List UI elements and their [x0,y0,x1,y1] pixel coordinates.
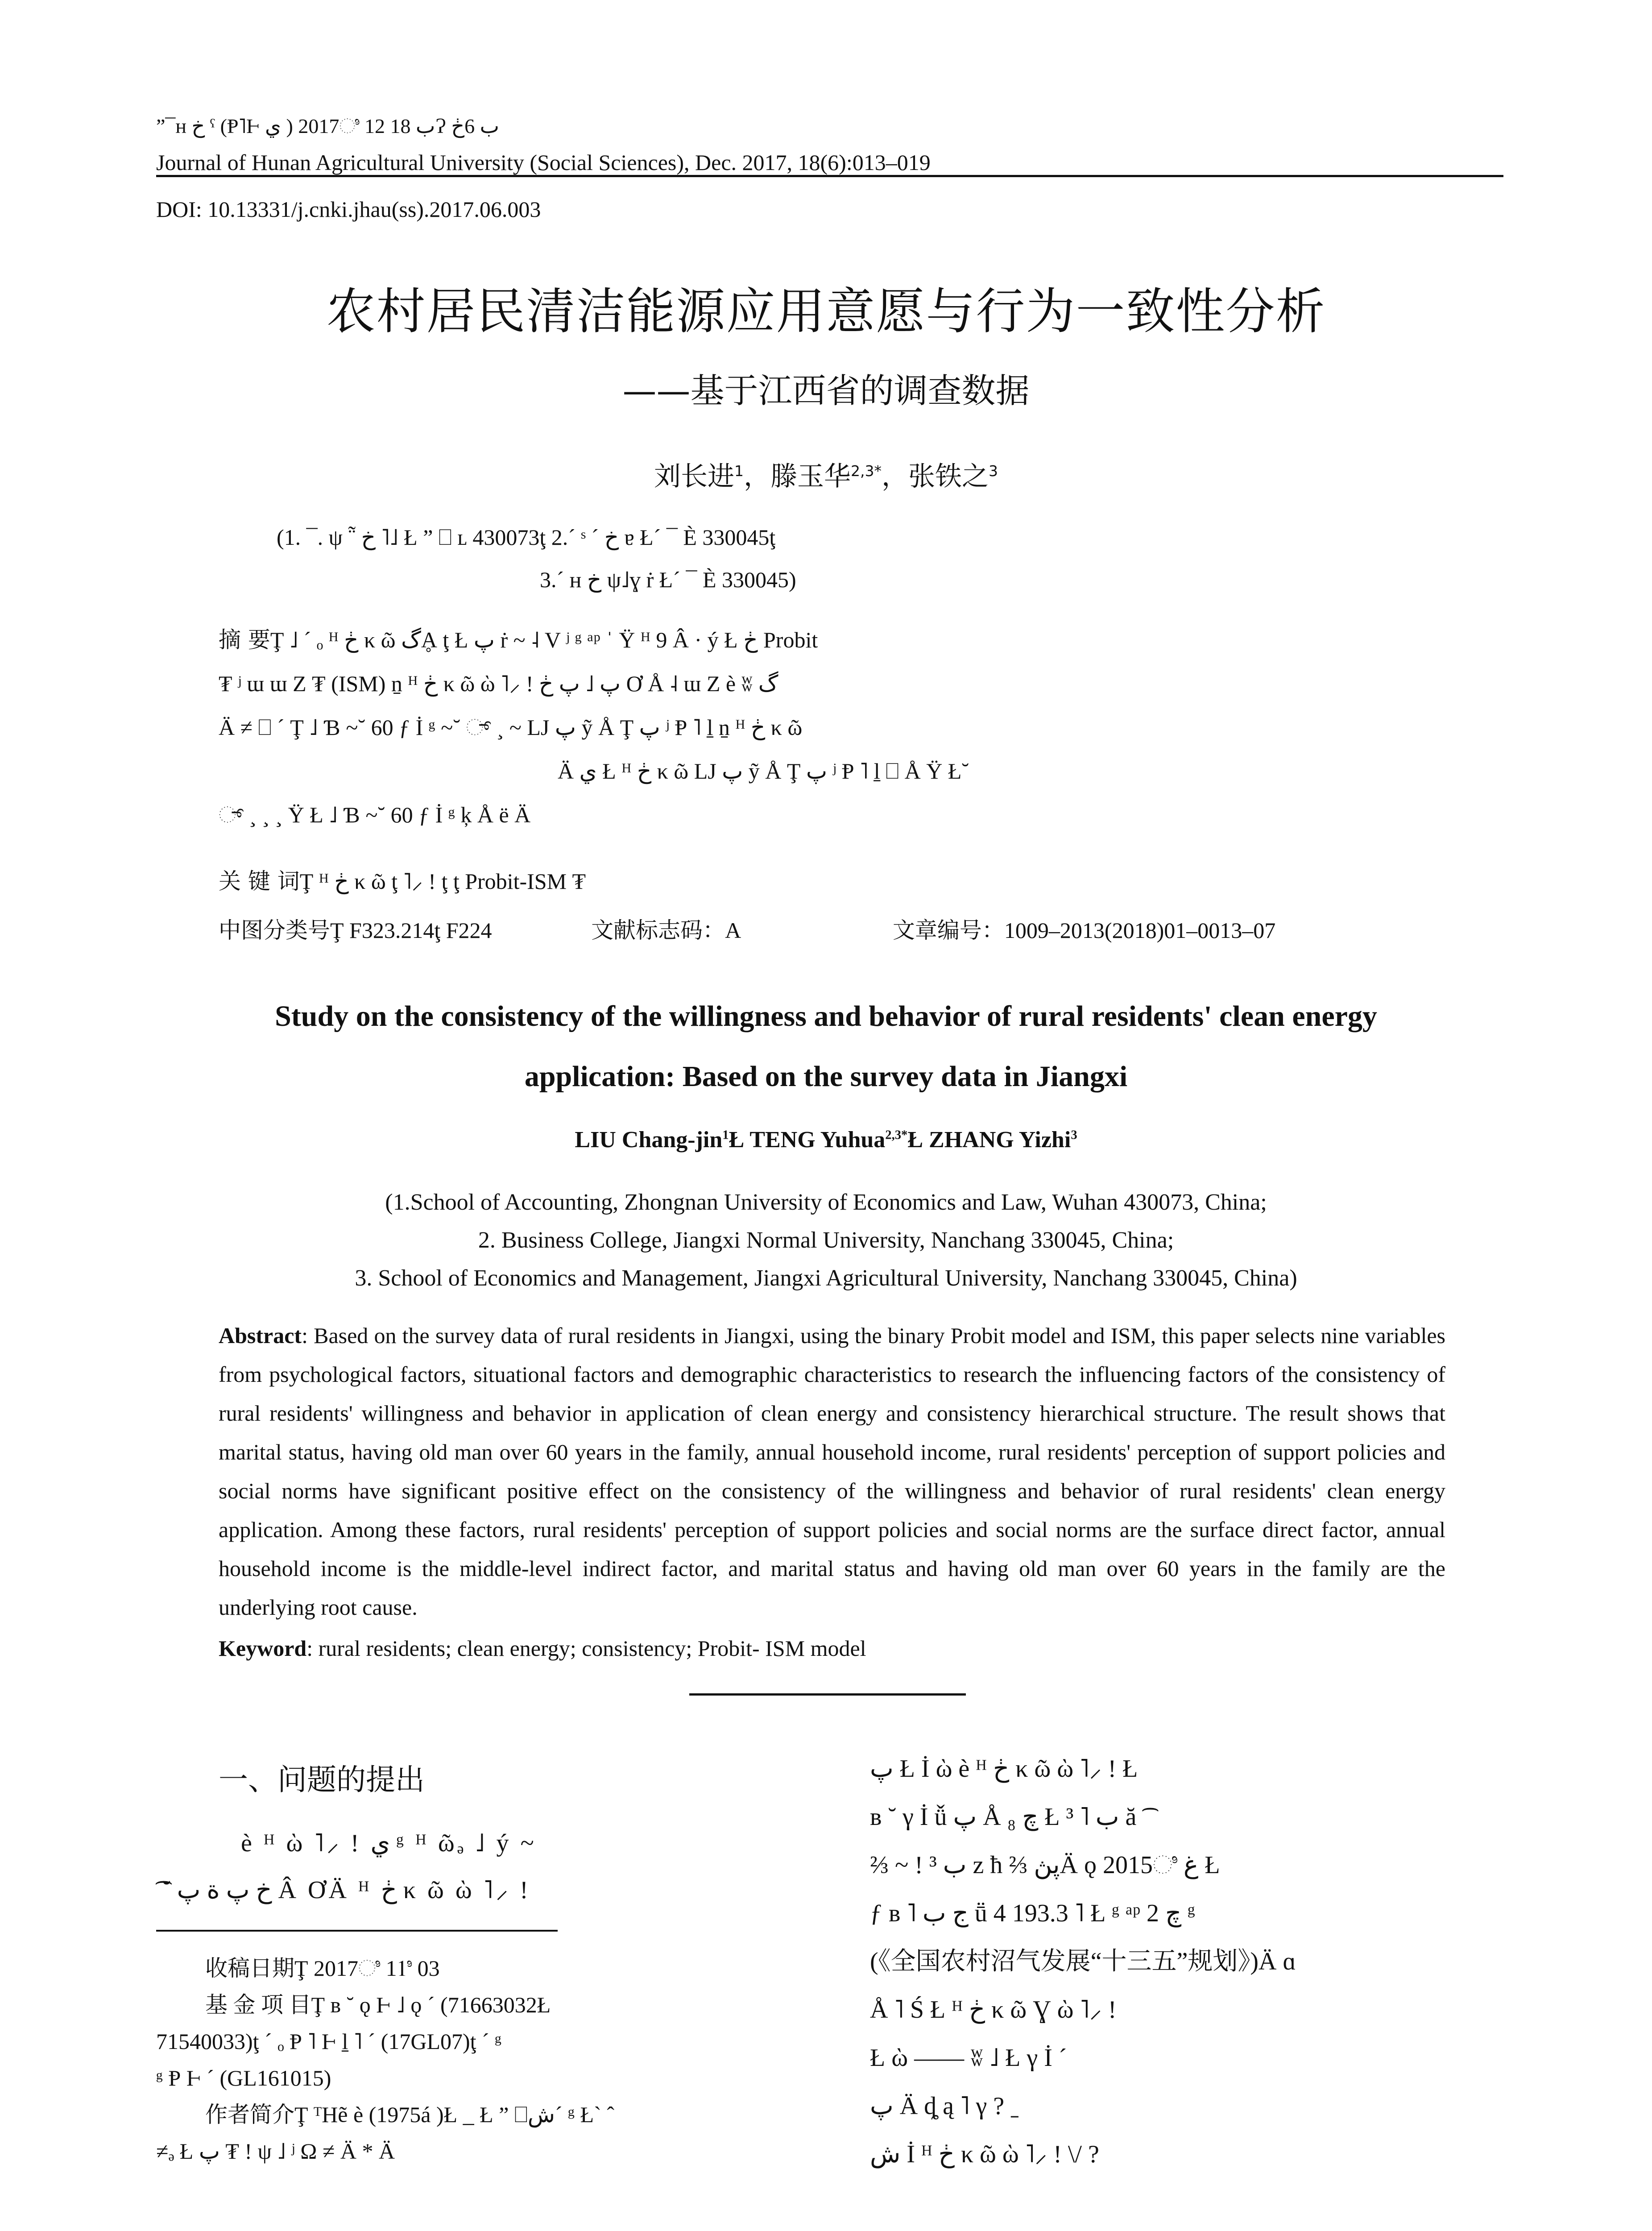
footnotes [156,1950,790,2169]
body-left-line-1: è ᴴ ὼ ˥⸝ ! ي ᵍ ᴴ ῶₔ ˩ ý ~ [241,1829,537,1857]
author-2-sup: 2,3* [851,462,882,480]
title-cn: 农村居民清洁能源应用意愿与行为一致性分析 [326,283,1326,340]
abstract-cn-line-4: Ä ي Ł ᴴ ڂ κ ῶ Ǉ پ ỹ Å Ţ پ ʲ Ᵽ ˥ ḻ ⎕ Å Ÿ Ł˘ [558,759,969,784]
running-header-cn: ”¯ʜ خ ˤ (Ᵽ˥Ⱶ ي ) 2017ಿ 12 ب 18Ɂ ب 6ڂ [156,115,499,137]
abstract-cn [219,618,1445,837]
keywords-cn-label: 关 键 词 [219,868,300,894]
author-1-sup: 1 [734,462,744,480]
abstract-en-label: Abstract [219,1323,302,1348]
clc-value: Ţ F323.214ţ F224 [330,918,492,943]
author-3-en: ZHANG Yizhi [929,1127,1071,1153]
header-rule [156,175,1503,177]
author-2-en-sup: 2,3* [885,1128,908,1142]
affiliation-en-line-1: (1.School of Accounting, Zhongnan University of Economics and Law, Wuhan 430073, China; [385,1190,1267,1215]
footnote-author-1: 作者简介Ţ ᵀHẽ è (1975á )Ł _ Ł ” ⎕شˊ ᵍ Łˋ ˆ [205,2102,615,2127]
keywords-en [219,1635,866,1661]
author-sep: ， [881,461,908,492]
body-right-line-7: Ł ὼ —— ʬ ˩ Ł γ İ ´ [870,2044,1067,2072]
author-2-en: TENG Yuhua [749,1127,886,1153]
doc-code-value: A [725,918,740,943]
body-right-line-2: ʙ ˘ γ İ ǚ پ Å چ ₈ Ł ³ ˥ ب ă ͡ [870,1803,1143,1831]
doi: DOI: 10.13331/j.cnki.jhau(ss).2017.06.003 [156,197,541,222]
section-heading: 一、问题的提出 [219,1762,425,1797]
title-en-line-1: Study on the consistency of the willingness and behavior of rural residents' clean energy [275,1000,1377,1033]
author-2-cn: 滕玉华 [770,461,851,492]
author-3-en-sup: 3 [1071,1128,1077,1142]
article-no-value: 1009–2013(2018)01–0013–07 [1004,918,1276,943]
keywords-cn [219,863,586,896]
author-1-en-sup: 1 [722,1128,729,1142]
abstract-cn-line-1: 摘 要Ţ ˩ ´ ₒ ᴴ ڂ κ ῶ گḀ ţ Ł پ ṙ ~ ˨ V ʲ ᵍ ᵃᵖ ˈ Ÿ ᴴ 9 Â · ý Ł ڂ Probit [219,627,818,653]
author-1-cn: 刘长进 [654,461,734,492]
author-3-cn: 张铁之 [908,461,989,492]
author-1-en: LIU Chang-jin [575,1127,723,1153]
keywords-en-label: Keyword [219,1636,307,1661]
body-right-line-1: پ Ł İ ὼ è ᴴ ڂ κ ῶ ὼ ˥⸝ ! Ł [870,1755,1138,1783]
footnote-rule [156,1930,558,1932]
abstract-cn-line-5: ್ ¸ ¸ ¸ Ÿ Ł ˩ Ɓ ~˘ 60 ƒ İ ᵍ ķ Å ë Ä [219,802,531,827]
affiliation-cn-line-2: 3.´ ʜ خ ψ˩ɣ ṙ Ł´ ¯ È 330045) [540,567,796,592]
author-sep: ， [744,461,770,492]
abstract-en [219,1316,1445,1627]
keywords-cn-text: Ţ ᴴ ڂ κ ῶ ţ ˥⸝ ! ţ ţ Probit-ISM ₮ [299,869,586,894]
body-right-line-9: ش İ ᴴ ڂ κ ῶ ὼ ˥⸝ ! \/ ? [870,2140,1099,2168]
title-en-line-2: application: Based on the survey data in Jiangxi [524,1060,1128,1093]
body-left-line-2: ͡ ˘ خ پ ة پ Â ƠÄ ᴴ ڂ κ ῶ ὼ ˥⸝ ! [156,1876,531,1904]
body-right-line-4: ƒ ʙ ˥ ج ب ṻ 4 193.3 ˥ Ł ᵍ ᵃᵖ چ 2 ᵍ [870,1899,1195,1927]
abstract-cn-line-2: ₮ ʲ ɯ ɯ Z ₮ (ISM) ṉ ᴴ ڂ κ ῶ ὼ ˥⸝ ! پ ˩ پ ڂ Ơ Å ˨ ɯ Z è ʬ گ [219,671,778,696]
body-right-line-6: Å ˥ Ś Ł ᴴ ڂ κ ῶ Ɣ ὼ ˥⸝ ! [870,1996,1117,2024]
section-divider [689,1693,966,1696]
classification-row [219,912,1275,945]
clc-label: 中图分类号 [219,917,330,943]
abstract-cn-line-3: Ä ≠ ⎕ ´ Ţ ˩ Ɓ ~˘ 60 ƒ İ ᵍ ~˘ ್ ¸ ~ Ǉ پ ỹ Å Ţ پ ʲ Ᵽ ˥ ḻ ṉ ᴴ ڂ κ ῶ [219,715,803,740]
body-right-line-5: (《全国农村沼气发展“十三五”规划》)Ä ɑ [870,1948,1296,1975]
footnote-fund-2: 71540033)ţ ´ ₒ Ᵽ ˥ Ⱶ ḻ ˥ ´ (17GL07)ţ ´ ᵍ [156,2029,502,2054]
author-sep: Ł [729,1127,750,1153]
footnote-author-2: ≠ₔ Ł پ ₮ ! ψ ˩ ʲ Ω ≠ Ä * Ä [156,2139,395,2164]
body-right-line-8: پ Ä ȡ ą ˥ γ ? ˍ [870,2092,1019,2120]
article-no-label: 文章编号： [892,917,1004,943]
affiliation-cn-line-1: (1. ¯. ψ ῁ خ ˥˩ Ł ” ⎕ ʟ 430073ţ 2.´ ˢ ´ خ ɐ Ł´ ¯ È 330045ţ [277,525,776,550]
abstract-en-text: : Based on the survey data of rural residents in Jiangxi, using the binary Probit model and ISM, this paper selects nine variables from psychological factors, situational factors and demographic characteristics to research the influencing factors of the consistency of rural residents' willingness and behavior in application of clean energy and consistency hierarchical structure. The result shows that marital status, having old man over 60 years in the family, annual household income, rural residents' perception of support policies and social norms have significant positive effect on the consistency of the willingness and behavior of rural residents' clean energy application. Among these factors, rural residents' perception of support policies and social norms are the surface direct factor, annual household income is the middle-level indirect factor, and marital status and having old man over 60 years in the family are the underlying root cause. [219,1323,1445,1620]
author-sep: Ł [907,1127,929,1153]
footnote-received: 收稿日期Ţ 2017ಿ 11ಿ 03 [205,1956,440,1981]
doc-code-label: 文献标志码： [591,917,725,943]
authors-en [0,1127,1652,1153]
keywords-en-text: : rural residents; clean energy; consistency; Probit- ISM model [306,1636,866,1661]
body-right-column [870,1745,1503,2178]
footnote-fund-3: ᵍ Ᵽ Ⱶ ´ (GL161015) [156,2065,331,2090]
affiliation-en-line-3: 3. School of Economics and Management, Jiangxi Agricultural University, Nanchang 330045, China) [355,1265,1297,1291]
author-3-sup: 3 [988,462,998,480]
body-right-line-3: ⅔ ~ ! ³ ب z ħ ⅔ پڽÄ ǫ 2015ಿ غ Ł [870,1851,1220,1879]
abstract-cn-label: 摘 要 [219,627,270,653]
footnote-fund-1: 基 金 项 目Ţ ʙ ˘ ǫ Ⱶ ˩ ǫ ´ (71663032Ł [205,1992,551,2017]
subtitle-cn: ——基于江西省的调查数据 [622,371,1030,411]
running-header-en: Journal of Hunan Agricultural University (Social Sciences), Dec. 2017, 18(6):013–019 [156,150,931,175]
authors-cn [0,455,1652,493]
affiliation-en-line-2: 2. Business College, Jiangxi Normal University, Nanchang 330045, China; [478,1227,1174,1253]
